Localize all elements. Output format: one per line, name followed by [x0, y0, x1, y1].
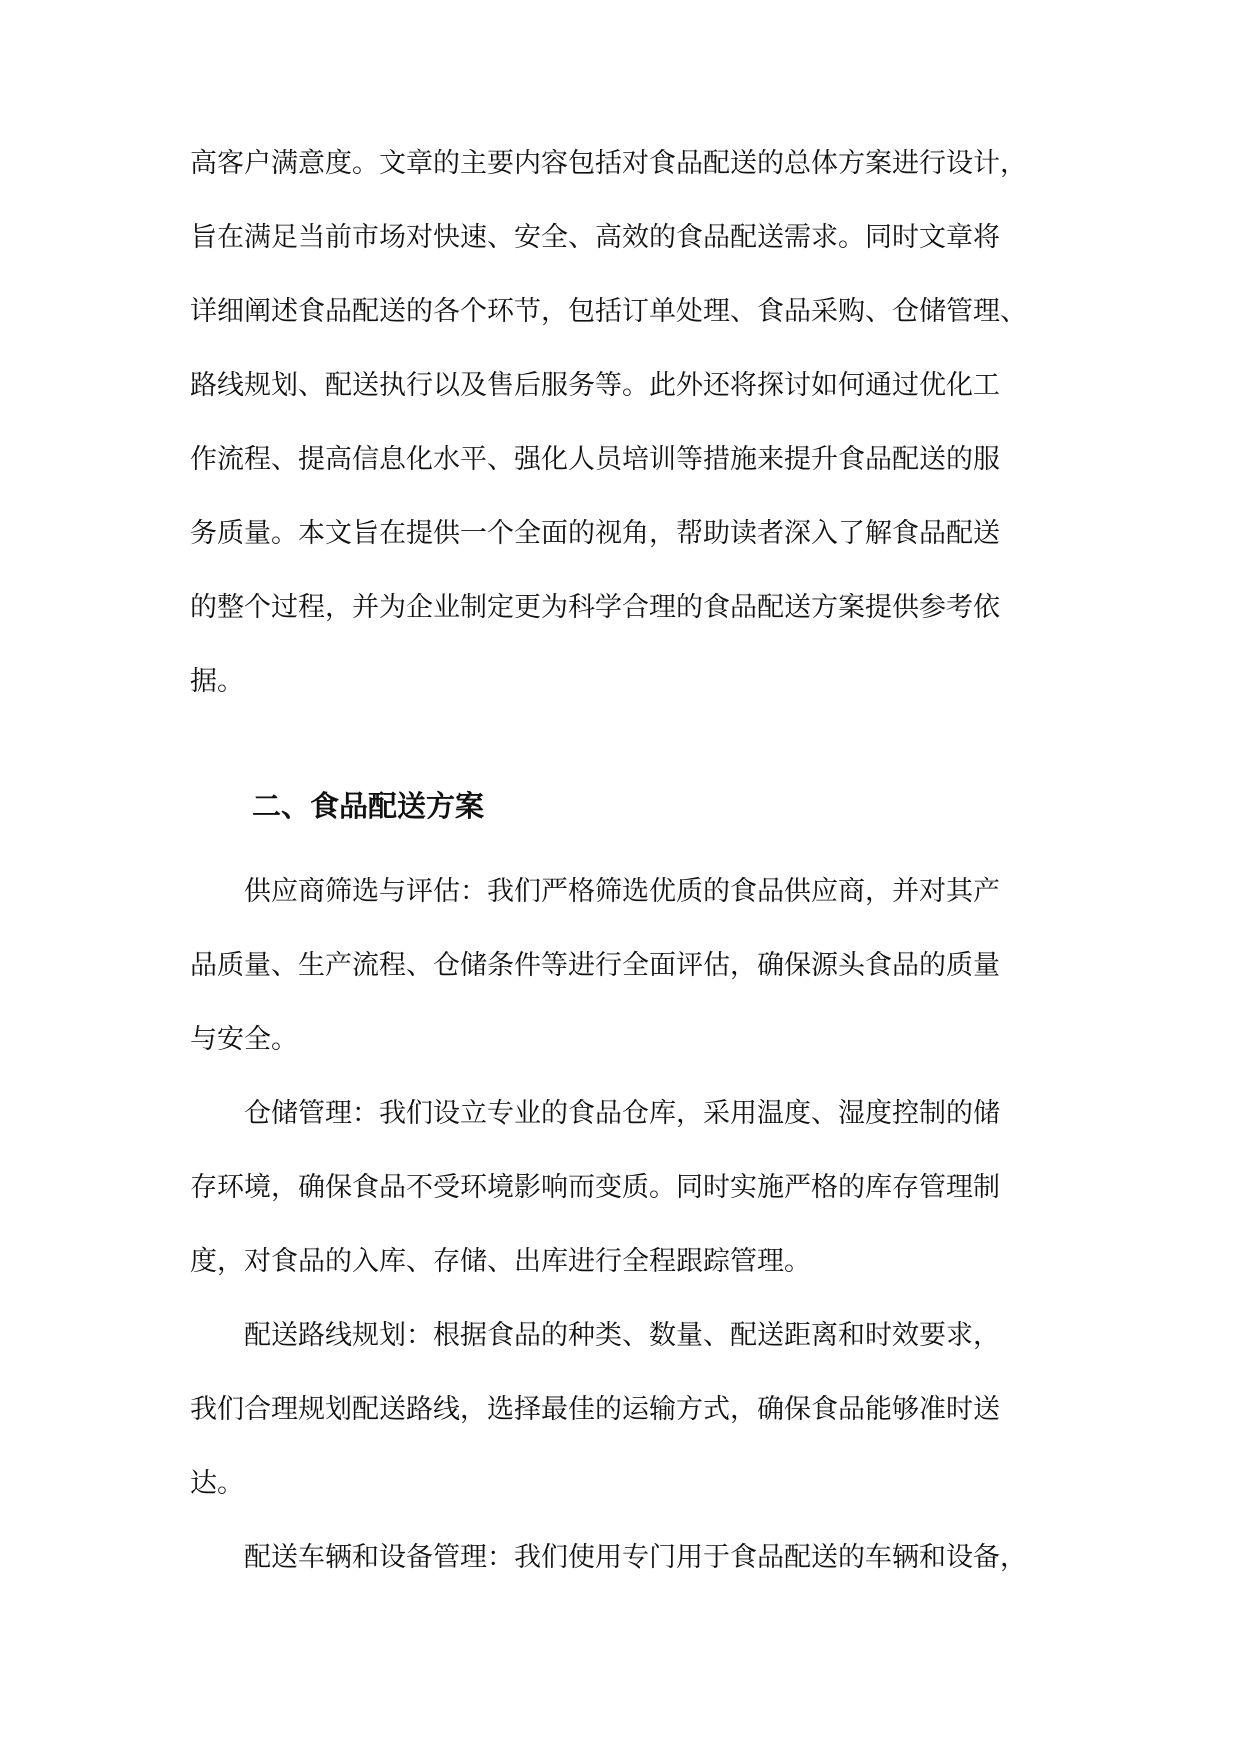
paragraph-line: 度，对食品的入库、存储、出库进行全程跟踪管理。: [190, 1246, 811, 1277]
intro-line: 据。: [190, 666, 244, 697]
intro-line: 路线规划、配送执行以及售后服务等。此外还将探讨如何通过优化工: [190, 370, 1000, 401]
intro-line: 高客户满意度。文章的主要内容包括对食品配送的总体方案进行设计，: [190, 148, 1027, 179]
paragraph-line: 配送路线规划：根据食品的种类、数量、配送距离和时效要求，: [244, 1320, 1000, 1351]
section-heading: 二、食品配送方案: [252, 789, 485, 823]
paragraph-line: 达。: [190, 1468, 244, 1499]
paragraph-line: 与安全。: [190, 1024, 298, 1055]
intro-line: 的整个过程，并为企业制定更为科学合理的食品配送方案提供参考依: [190, 592, 1000, 623]
intro-line: 详细阐述食品配送的各个环节，包括订单处理、食品采购、仓储管理、: [190, 296, 1027, 327]
paragraph-line: 品质量、生产流程、仓储条件等进行全面评估，确保源头食品的质量: [190, 950, 1000, 981]
intro-line: 务质量。本文旨在提供一个全面的视角，帮助读者深入了解食品配送: [190, 518, 1000, 549]
paragraph-line: 仓储管理：我们设立专业的食品仓库，采用温度、湿度控制的储: [244, 1098, 1000, 1129]
paragraph-line: 供应商筛选与评估：我们严格筛选优质的食品供应商，并对其产: [244, 876, 1000, 907]
intro-line: 作流程、提高信息化水平、强化人员培训等措施来提升食品配送的服: [190, 444, 1000, 475]
paragraph-line: 配送车辆和设备管理：我们使用专门用于食品配送的车辆和设备，: [244, 1542, 1027, 1573]
intro-line: 旨在满足当前市场对快速、安全、高效的食品配送需求。同时文章将: [190, 222, 1000, 253]
paragraph-line: 我们合理规划配送路线，选择最佳的运输方式，确保食品能够准时送: [190, 1394, 1000, 1425]
paragraph-line: 存环境，确保食品不受环境影响而变质。同时实施严格的库存管理制: [190, 1172, 1000, 1203]
